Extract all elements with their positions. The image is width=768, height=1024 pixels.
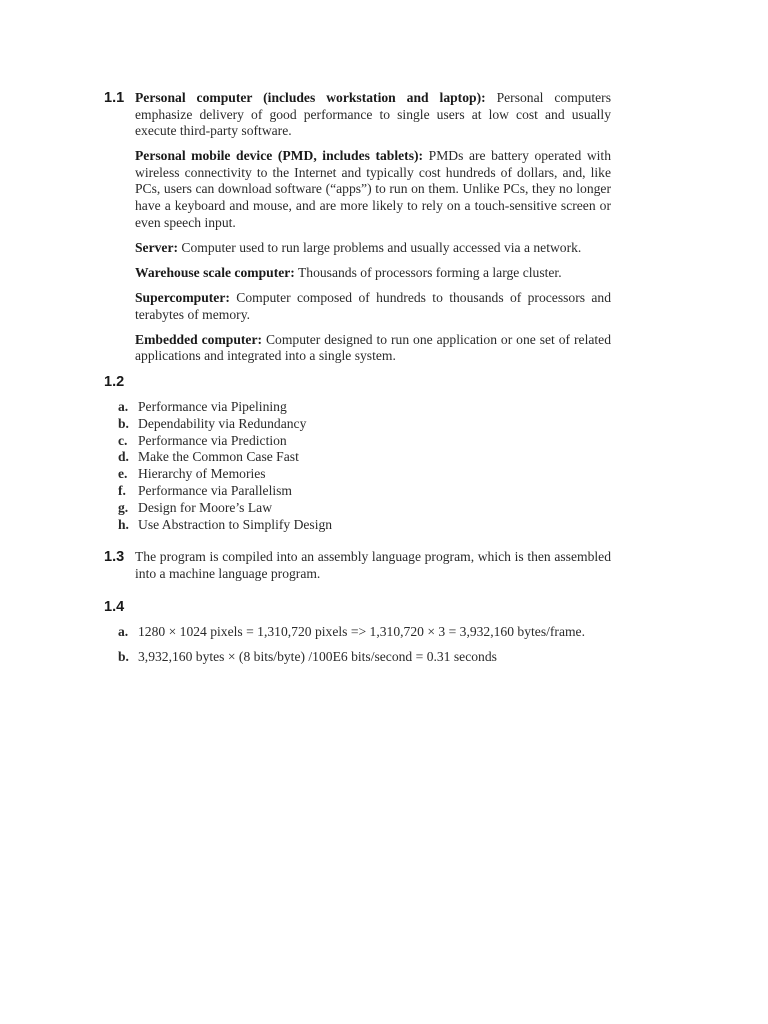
list-item [118,399,588,416]
answer-text [135,549,611,591]
item-label: a. [118,399,129,414]
item-label: e. [118,466,128,482]
term: Personal mobile device (PMD, includes tablets): [135,148,424,164]
definition-text: PMDs are battery operated with wireless connectivity to the Internet and typically cost hundreds of dollars, and, like PCs, users can download software (“apps”) to run on them. Unlike PCs, they no longer have a keyboard and mouse, and are more likely to rely on a touch-sensitive screen or even speech input. [135,148,612,230]
item-text: Performance via Pipelining [138,399,287,414]
definition-text: Computer composed of hundreds to thousands of processors and terabytes of memory. [135,289,611,322]
item-text: Performance via Prediction [138,432,287,448]
definition-embedded-computer [135,332,611,365]
definition-pmd [135,148,611,231]
term: Personal computer (includes workstation and laptop): [135,90,486,105]
list-item [118,517,588,534]
term: Server: [135,239,179,255]
calculation-item [118,624,611,641]
item-text: Performance via Parallelism [138,482,293,498]
principles-list [118,399,588,533]
item-text: Make the Common Case Fast [138,449,299,465]
item-text: 3,932,160 bytes × (8 bits/byte) /100E6 bits/second = 0.31 seconds [138,649,497,665]
item-label: h. [118,516,129,532]
item-label: b. [118,649,129,665]
item-label: c. [118,432,128,448]
term: Supercomputer: [135,289,230,305]
section-number: 1.2 [104,374,125,390]
list-item [118,433,588,450]
list-item [118,466,588,483]
section-number: 1.4 [104,599,125,615]
definitions [135,90,611,373]
item-label: d. [118,449,129,465]
item-text: Dependability via Redundancy [138,415,307,431]
definition-personal-computer [135,90,611,140]
list-item [118,500,588,517]
paragraph: The program is compiled into an assembly language program, which is then assembled into a machine language program. [135,549,611,581]
item-text: Use Abstraction to Simplify Design [138,516,333,532]
section-number: 1.3 [104,549,125,565]
item-label: f. [118,482,126,498]
term: Embedded computer: [135,331,263,347]
item-label: g. [118,499,129,515]
calculations [118,624,611,674]
calculation-item [118,649,611,666]
definition-text: Personal computers emphasize delivery of good performance to single users at low cost and usually execute third-party software. [135,90,611,139]
item-text: 1280 × 1024 pixels = 1,310,720 pixels => 1,310,720 × 3 = 3,932,160 bytes/frame. [138,624,585,639]
item-label: a. [118,624,129,639]
term: Warehouse scale computer: [135,264,295,280]
definition-warehouse-scale-computer [135,265,611,282]
definition-text: Thousands of processors forming a large cluster. [294,264,562,280]
item-text: Hierarchy of Memories [138,466,266,482]
list-item [118,483,588,500]
definition-text: Computer designed to run one application or one set of related applications and integrated into a single system. [135,331,611,364]
item-text: Design for Moore’s Law [138,499,273,515]
item-label: b. [118,415,129,431]
definition-supercomputer [135,290,611,323]
definition-text: Computer used to run large problems and usually accessed via a network. [178,239,582,255]
definition-server [135,240,611,257]
list-item [118,449,588,466]
section-number: 1.1 [104,90,125,106]
list-item [118,416,588,433]
